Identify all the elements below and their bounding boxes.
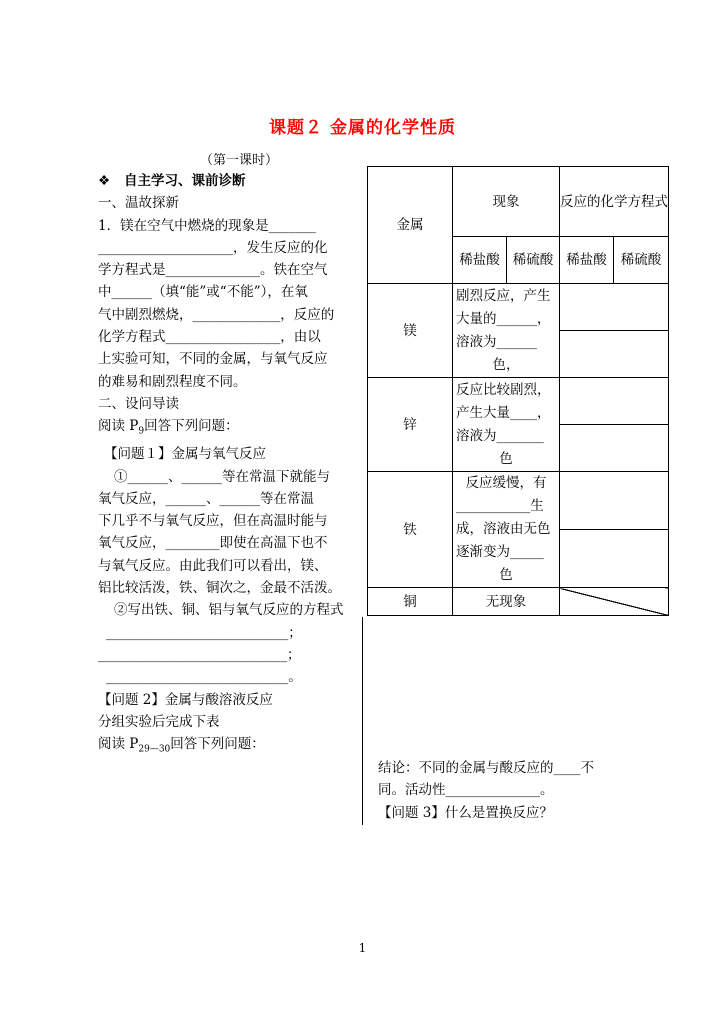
problem-line: 下几乎不与氧气反应，但在高温时能与 (98, 513, 328, 530)
column-divider (362, 617, 363, 825)
header-h2so4: 稀硫酸 (507, 237, 560, 284)
header-equation: 反应的化学方程式 (560, 167, 669, 237)
problem-3-heading: 【问题 3】什么是置换反应？ (378, 804, 553, 821)
answer-blank: ___________________________。 (106, 669, 302, 686)
metal-cell: 铁 (368, 472, 453, 588)
metal-cell: 镁 (368, 284, 453, 378)
metal-acid-table (367, 166, 669, 616)
observation-cell: 反应缓慢，有 ___________生 成，溶液由无色 逐渐变为_____ 色 (453, 472, 560, 588)
equation-blank (560, 378, 669, 425)
equation-blank (560, 331, 669, 378)
problem-1-heading: 【问题１】金属与氧气反应 (104, 446, 266, 463)
header-metal: 金属 (368, 167, 453, 284)
question-line: 学方程式是______________。铁在空气 (98, 262, 328, 279)
header-h2so4: 稀硫酸 (614, 237, 669, 284)
section-title: 自主学习、课前诊断 (124, 173, 246, 189)
section-heading (98, 170, 360, 192)
question-line: 中______（填“能”或“不能”），在氧 (98, 284, 308, 301)
header-hcl: 稀盐酸 (560, 237, 614, 284)
problem-line: 铝比较活泼，铁、铜次之，金最不活泼。 (98, 580, 341, 597)
reading-instruction: 阅读 $P_9$回答下列问题： (98, 418, 239, 437)
conclusion-line: 结论：不同的金属与酸反应的____不 (378, 760, 594, 776)
equation-blank (560, 530, 669, 588)
metal-cell: 锌 (368, 378, 453, 472)
observation-cell: 剧烈反应，产生 大量的______， 溶液为______ 色， (453, 284, 560, 378)
problem-line: ①______、______等在常温下就能与 (114, 468, 330, 485)
problem-2-heading: 【问题 2】金属与酸溶液反应 (98, 691, 273, 708)
problem-line: 与氧气反应。由此我们可以看出，镁、 (98, 557, 328, 574)
part-heading-2: 二、设问导读 (98, 395, 179, 412)
part-heading-1: 一、温故探新 (98, 195, 179, 212)
page-number: 1 (358, 941, 367, 955)
question-line: 1．镁在空气中燃烧的现象是_______ (98, 217, 316, 234)
header-phenomenon: 现象 (453, 167, 560, 237)
problem-line: 氧气反应，________即使在高温下也不 (98, 535, 328, 552)
equation-blank (560, 284, 669, 331)
problem-line: 氧气反应，______、______等在常温 (98, 490, 314, 507)
observation-cell: 反应比较剧烈， 产生大量____， 溶液为_______ 色 (453, 378, 560, 472)
conclusion-line: 同。活动性______________。 (378, 782, 554, 799)
page-title: 课题２ 金属的化学性质 (269, 118, 456, 138)
left-column (98, 170, 360, 761)
problem-line: ②写出铁、铜、铝与氧气反应的方程式 (114, 602, 344, 619)
right-column-text (378, 757, 640, 824)
equation-blank (560, 472, 669, 530)
equation-blank (560, 425, 669, 472)
answer-blank: ___________________________； (106, 624, 302, 641)
observation-cell: 无现象 (453, 588, 560, 616)
diagonal-crossed-cell (560, 588, 669, 616)
page-subtitle: （第一课时） (200, 153, 279, 168)
question-line: ____________________，发生反应的化 (98, 239, 328, 256)
header-hcl: 稀盐酸 (453, 237, 507, 284)
diamond-bullet-icon: ❖ (98, 173, 111, 189)
answer-blank: ____________________________； (98, 646, 301, 663)
reading-instruction: 阅读 $P_{29—30}$回答下列问题： (98, 736, 265, 755)
metal-cell: 铜 (368, 588, 453, 616)
group-instruction: 分组实验后完成下表 (98, 713, 220, 730)
question-line: 的难易和剧烈程度不同。 (98, 373, 247, 390)
question-line: 气中剧烈燃烧，_____________，反应的 (98, 306, 335, 323)
question-line: 上实验可知，不同的金属，与氧气反应 (98, 351, 328, 368)
question-line: 化学方程式_________________，由以 (98, 329, 321, 346)
